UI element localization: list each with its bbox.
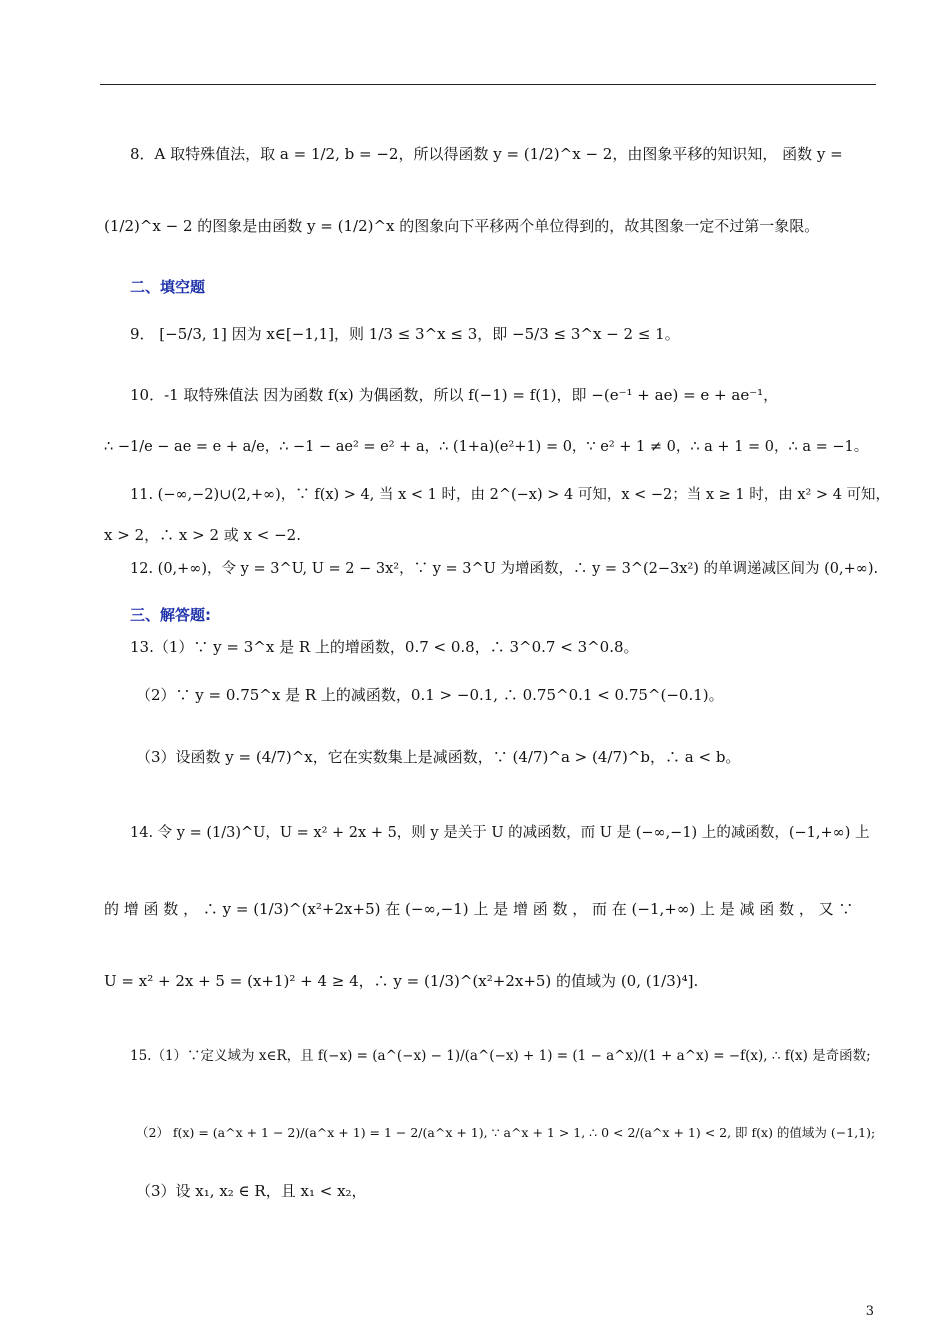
answer-14-line-3: U = x² + 2x + 5 = (x+1)² + 4 ≥ 4，∴ y = (1/3)^(x²+2x+5) 的值域为 (0, (1/3)⁴].: [104, 972, 699, 990]
answer-13-part-1: 13.（1）∵ y = 3^x 是 R 上的增函数，0.7 < 0.8，∴ 3^0.7 < 3^0.8。: [130, 638, 639, 656]
answer-10-line-2: ∴ −1/e − ae = e + a/e，∴ −1 − ae² = e² + a，∴ (1+a)(e²+1) = 0，∵ e² + 1 ≠ 0，∴ a + 1 = 0，∴ a = −1。: [104, 439, 869, 455]
header-rule: [100, 84, 876, 85]
answer-15-part-3: （3）设 x₁, x₂ ∈ R，且 x₁ < x₂，: [136, 1182, 367, 1200]
answer-8-line-2: (1/2)^x − 2 的图象是由函数 y = (1/2)^x 的图象向下平移两个单位得到的，故其图象一定不过第一象限。: [104, 217, 820, 235]
answer-10-line-1: 10．-1 取特殊值法 因为函数 f(x) 为偶函数，所以 f(−1) = f(1)，即 −(e⁻¹ + ae) = e + ae⁻¹，: [130, 386, 779, 404]
page-number: 3: [865, 1304, 874, 1319]
answer-13-part-3: （3）设函数 y = (4/7)^x，它在实数集上是减函数，∵ (4/7)^a > (4/7)^b，∴ a < b。: [136, 748, 741, 766]
answer-14-line-2: 的 增 函 数 ， ∴ y = (1/3)^(x²+2x+5) 在 (−∞,−1) 上 是 增 函 数 ， 而 在 (−1,+∞) 上 是 减 函 数 ， 又 ∵: [104, 900, 854, 918]
answer-15-part-1: 15.（1）∵定义域为 x∈R，且 f(−x) = (a^(−x) − 1)/(a^(−x) + 1) = (1 − a^x)/(1 + a^x) = −f(x), ∴ f(x) 是奇函数;: [130, 1048, 871, 1064]
section-fill-in-blank: 二、填空题: [130, 278, 206, 296]
section-solutions: 三、解答题:: [130, 606, 211, 624]
answer-11-line-2: x > 2，∴ x > 2 或 x < −2.: [104, 526, 301, 544]
answer-15-part-2: （2） f(x) = (a^x + 1 − 2)/(a^x + 1) = 1 − 2/(a^x + 1), ∵ a^x + 1 > 1, ∴ 0 < 2/(a^x + 1) < 2, 即 f(x) 的值域为 (−1,1);: [136, 1125, 876, 1140]
answer-9: 9． [−5/3, 1] 因为 x∈[−1,1]，则 1/3 ≤ 3^x ≤ 3，即 −5/3 ≤ 3^x − 2 ≤ 1。: [130, 325, 680, 343]
answer-11-line-1: 11. (−∞,−2)∪(2,+∞)，∵ f(x) > 4, 当 x < 1 时，由 2^(−x) > 4 可知，x < −2；当 x ≥ 1 时，由 x² > 4 可知，: [130, 487, 891, 503]
answer-14-line-1: 14. 令 y = (1/3)^U，U = x² + 2x + 5，则 y 是关于 U 的减函数，而 U 是 (−∞,−1) 上的减函数，(−1,+∞) 上: [130, 825, 870, 841]
answer-8-line-1: 8．A 取特殊值法，取 a = 1/2, b = −2，所以得函数 y = (1/2)^x − 2，由图象平移的知识知， 函数 y =: [130, 145, 843, 163]
answer-13-part-2: （2）∵ y = 0.75^x 是 R 上的减函数，0.1 > −0.1, ∴ 0.75^0.1 < 0.75^(−0.1)。: [136, 686, 724, 704]
answer-12: 12. (0,+∞)，令 y = 3^U, U = 2 − 3x²，∵ y = 3^U 为增函数，∴ y = 3^(2−3x²) 的单调递减区间为 (0,+∞).: [130, 561, 879, 577]
